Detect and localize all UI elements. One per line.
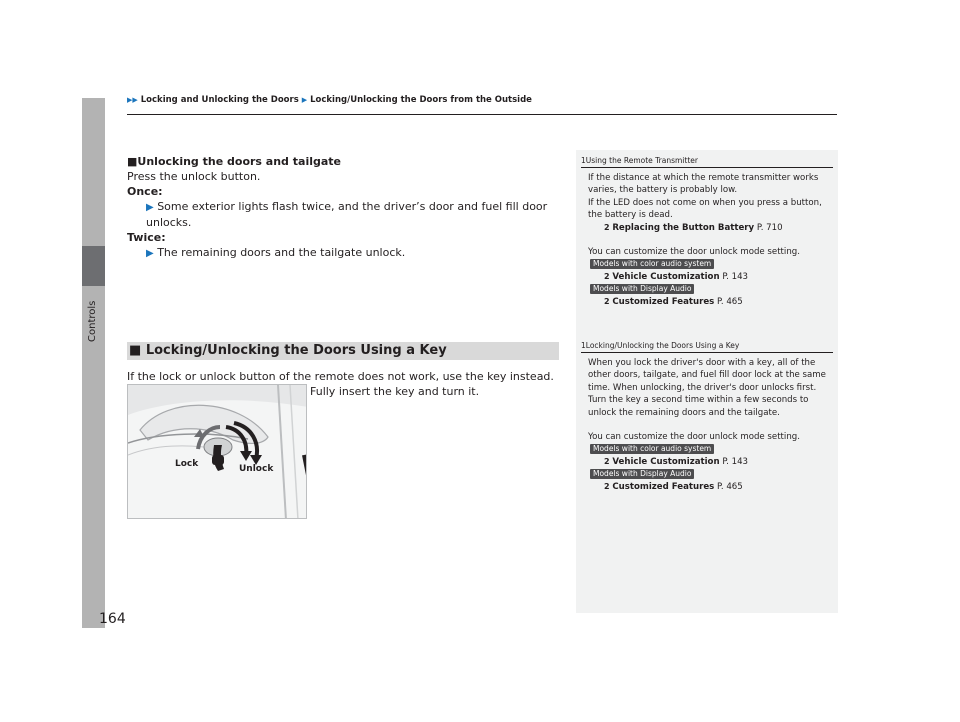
note-ref-icon: 1 (581, 341, 586, 350)
note-paragraph: You can customize the door unlock mode setting. (588, 432, 800, 443)
link-vehicle-customization[interactable] (588, 271, 833, 283)
lock-label: Lock (175, 459, 199, 469)
key-section-heading (127, 342, 559, 360)
breadcrumb (127, 95, 532, 105)
model-badge-color-audio: Models with color audio system (590, 259, 714, 269)
note-body (581, 353, 833, 493)
note-title (581, 341, 833, 353)
note-paragraph: If the distance at which the remote transmitter works varies, the battery is probably low. (588, 173, 819, 196)
result-arrow-icon: ▶ (146, 248, 154, 259)
key-section-title: Locking/Unlocking the Doors Using a Key (145, 343, 447, 358)
chapter-label-text: Controls (87, 300, 98, 342)
page-number: 164 (99, 611, 126, 627)
link-page: P. 710 (756, 222, 783, 233)
key-text-line-1: If the lock or unlock button of the remote does not work, use the key instead. (127, 370, 554, 383)
note-key-locking (581, 341, 833, 493)
note-body (581, 168, 833, 308)
link-text: Vehicle Customization (612, 456, 720, 467)
note-ref-icon: 1 (581, 156, 586, 165)
link-page: P. 465 (717, 481, 743, 492)
twice-label: Twice: (127, 231, 166, 244)
twice-result-text: The remaining doors and the tailgate unlock. (157, 246, 406, 259)
link-text: Customized Features (612, 296, 715, 307)
chapter-label[interactable] (77, 292, 107, 352)
link-page: P. 143 (722, 456, 749, 467)
breadcrumb-part-1[interactable]: Locking and Unlocking the Doors (140, 95, 299, 105)
model-badge-display-audio: Models with Display Audio (590, 284, 694, 294)
header-divider (127, 114, 837, 115)
link-text: Vehicle Customization (612, 271, 720, 282)
link-customized-features[interactable] (588, 481, 833, 493)
unlocking-heading-text: Unlocking the doors and tailgate (137, 155, 342, 168)
twice-result (127, 245, 567, 261)
note-paragraph: When you lock the driver's door with a key, all of the other doors, tailgate, and fuel fill door lock at the same time. When unlocking, the driver's door unlocks first. Turn the key a second time within a few seconds to unlock the remaining doors and the tailgate. (588, 358, 826, 418)
link-vehicle-customization[interactable] (588, 456, 833, 468)
note-remote-transmitter (581, 156, 833, 308)
link-arrow-icon: 2 (604, 456, 610, 466)
note-title-text: Locking/Unlocking the Doors Using a Key (585, 341, 740, 350)
note-paragraph: You can customize the door unlock mode setting. (588, 247, 800, 258)
square-bullet-icon: ■ (129, 343, 142, 358)
link-page: P. 465 (717, 296, 743, 307)
link-arrow-icon: 2 (604, 481, 610, 491)
model-badge-color-audio: Models with color audio system (590, 444, 714, 454)
door-key-illustration (127, 384, 307, 519)
breadcrumb-separator-icon: ▶ (301, 96, 308, 104)
note-title-text: Using the Remote Transmitter (585, 156, 698, 165)
once-result-text: Some exterior lights flash twice, and the driver’s door and fuel fill door unlocks. (146, 200, 548, 229)
chapter-tab (82, 98, 105, 628)
breadcrumb-part-2[interactable]: Locking/Unlocking the Doors from the Outside (310, 95, 532, 105)
link-replacing-battery[interactable] (588, 222, 833, 234)
door-key-drawing (128, 385, 307, 519)
note-paragraph: If the LED does not come on when you press a button, the battery is dead. (588, 197, 822, 221)
breadcrumb-arrow-icon: ▶▶ (127, 96, 138, 104)
link-text: Customized Features (612, 481, 715, 492)
once-label: Once: (127, 185, 163, 198)
link-arrow-icon: 2 (604, 222, 610, 232)
unlocking-instruction: Press the unlock button. (127, 170, 261, 183)
link-arrow-icon: 2 (604, 296, 610, 306)
link-arrow-icon: 2 (604, 271, 610, 281)
chapter-tab-marker (82, 246, 105, 286)
key-text-line-2: Fully insert the key and turn it. (310, 385, 480, 398)
unlock-label: Unlock (239, 464, 274, 474)
link-text: Replacing the Button Battery (612, 222, 755, 233)
square-bullet-icon: ■ (127, 155, 138, 168)
link-customized-features[interactable] (588, 296, 833, 308)
link-page: P. 143 (722, 271, 749, 282)
unlocking-heading (127, 154, 567, 169)
model-badge-display-audio: Models with Display Audio (590, 469, 694, 479)
note-title (581, 156, 833, 168)
result-arrow-icon: ▶ (146, 202, 154, 213)
unlocking-section (127, 154, 567, 261)
once-result (127, 199, 567, 230)
